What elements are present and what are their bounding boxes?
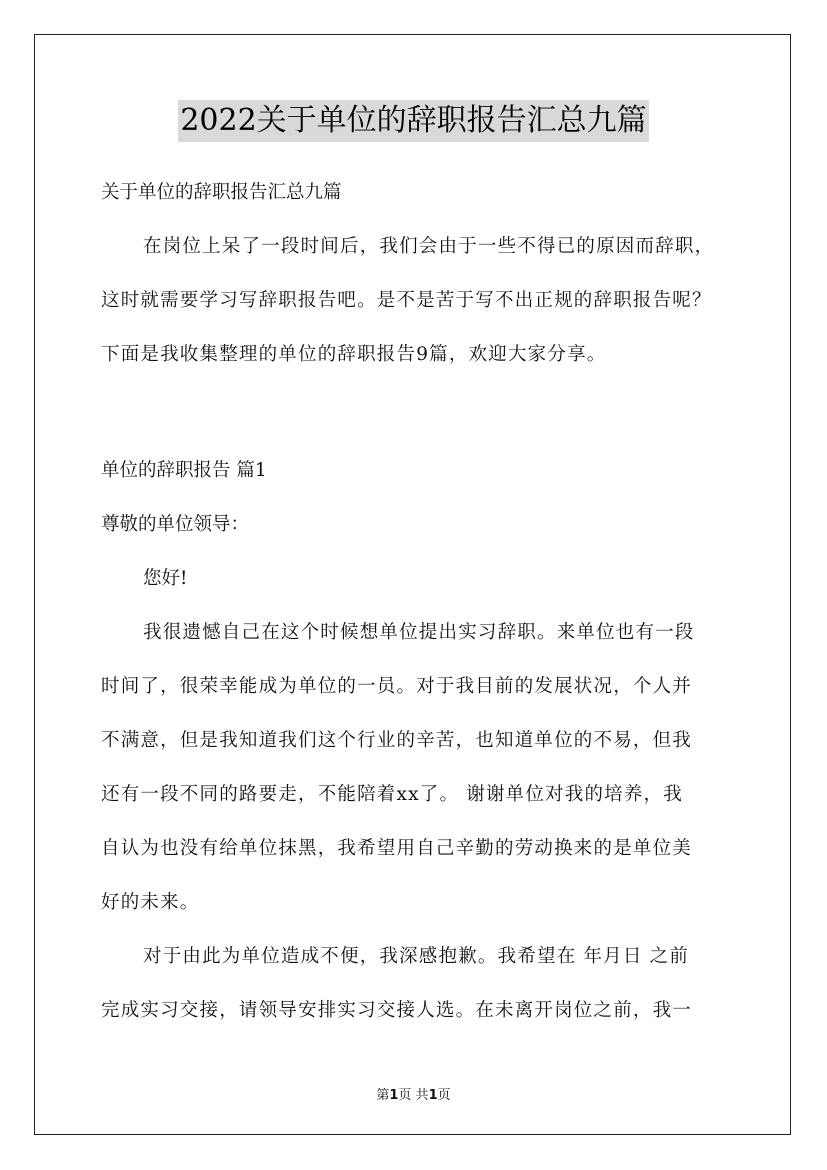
greeting: 您好! [143, 568, 188, 589]
footer-suffix: 页 [437, 1088, 451, 1103]
paragraph1-line-4: 还有一段不同的路要走，不能陪着xx了。 谢谢单位对我的培养，我 [101, 784, 683, 805]
paragraph1-line-2: 时间了，很荣幸能成为单位的一员。对于我目前的发展状况，个人并 [101, 676, 693, 697]
document-body [101, 173, 731, 1045]
footer-page-total: 1 [428, 1088, 438, 1103]
paragraph1-line-5: 自认为也没有给单位抹黑，我希望用自己辛勤的劳动换来的是单位美 [101, 838, 693, 859]
paragraph1-line-3: 不满意，但是我知道我们这个行业的辛苦，也知道单位的不易，但我 [101, 730, 693, 751]
document-subtitle: 关于单位的辞职报告汇总九篇 [101, 182, 342, 203]
paragraph1-line-6: 好的未来。 [101, 892, 200, 913]
intro-line-2: 这时就需要学习写辞职报告吧。是不是苦于写不出正规的辞职报告呢？ [101, 290, 712, 311]
section-heading: 单位的辞职报告 篇1 [101, 460, 267, 481]
paragraph2-line-2: 完成实习交接，请领导安排实习交接人选。在未离开岗位之前，我一 [101, 1000, 693, 1021]
document-title: 2022关于单位的辞职报告汇总九篇 [178, 100, 648, 142]
footer-prefix: 第 [376, 1088, 390, 1103]
intro-line-1: 在岗位上呆了一段时间后，我们会由于一些不得已的原因而辞职， [143, 236, 715, 257]
footer-mid: 页 共 [398, 1088, 429, 1103]
title-container [0, 100, 827, 142]
paragraph1-line-1: 我很遗憾自己在这个时候想单位提出实习辞职。来单位也有一段 [143, 622, 695, 643]
page-footer [0, 1084, 827, 1103]
paragraph2-line-1: 对于由此为单位造成不便，我深感抱歉。我希望在 年月日 之前 [143, 946, 690, 967]
intro-line-3: 下面是我收集整理的单位的辞职报告9篇，欢迎大家分享。 [101, 344, 607, 365]
salutation: 尊敬的单位领导： [101, 514, 250, 535]
footer-page-number: 1 [389, 1088, 399, 1103]
